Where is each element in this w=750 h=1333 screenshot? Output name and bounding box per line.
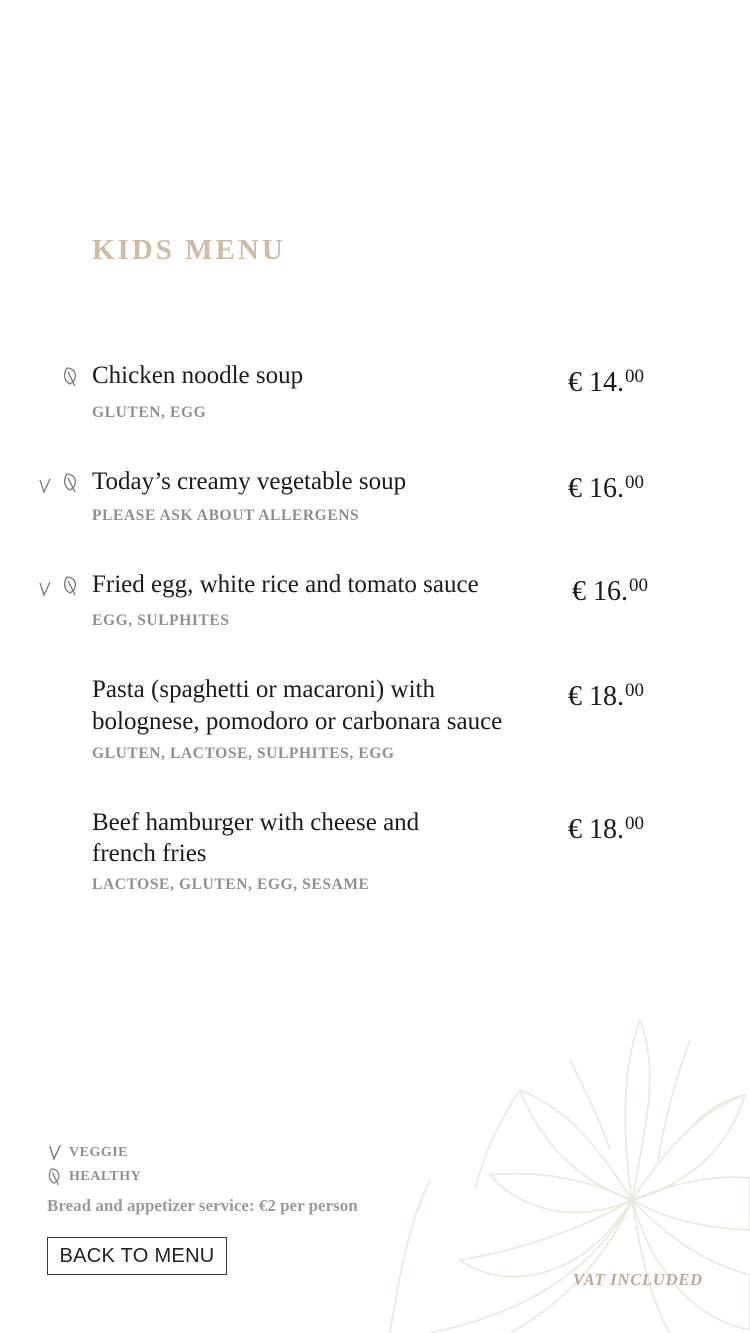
item-name: Fried egg, white rice and tomato sauce bbox=[92, 571, 479, 598]
price-cents: 00 bbox=[625, 813, 644, 834]
menu-title: KIDS MENU bbox=[92, 234, 286, 266]
price-main: € 16. bbox=[572, 576, 628, 607]
leaf-icon bbox=[47, 1167, 63, 1187]
item-allergens: GLUTEN, EGG bbox=[92, 404, 207, 421]
item-name bbox=[92, 807, 419, 869]
price-main: € 18. bbox=[568, 681, 624, 712]
legend-healthy bbox=[47, 1167, 141, 1187]
leaf-icon bbox=[62, 575, 80, 597]
item-allergens: GLUTEN, LACTOSE, SULPHITES, EGG bbox=[92, 745, 395, 762]
item-price bbox=[568, 361, 644, 399]
item-name-line1: Beef hamburger with cheese and bbox=[92, 809, 420, 836]
price-cents: 00 bbox=[625, 680, 644, 701]
veggie-v-icon bbox=[38, 478, 52, 494]
leaf-icon bbox=[62, 472, 80, 494]
item-allergens: PLEASE ASK ABOUT ALLERGENS bbox=[92, 507, 360, 524]
item-name-line1: Pasta (spaghetti or macaroni) with bbox=[92, 676, 435, 703]
item-name-line2: bolognese, pomodoro or carbonara sauce bbox=[92, 708, 503, 735]
vat-note: VAT INCLUDED bbox=[573, 1270, 703, 1289]
veggie-v-icon bbox=[38, 581, 52, 597]
legend-veggie-label: VEGGIE bbox=[69, 1144, 129, 1160]
item-allergens: LACTOSE, GLUTEN, EGG, SESAME bbox=[92, 876, 370, 893]
item-price bbox=[568, 467, 644, 505]
legend-healthy-label: HEALTHY bbox=[69, 1169, 142, 1184]
item-price bbox=[568, 675, 644, 713]
back-to-menu-button[interactable]: BACK TO MENU bbox=[47, 1237, 227, 1275]
price-main: € 14. bbox=[568, 367, 624, 398]
price-cents: 00 bbox=[625, 366, 644, 387]
bread-service-note: Bread and appetizer service: €2 per person bbox=[47, 1196, 358, 1215]
price-main: € 18. bbox=[568, 814, 624, 845]
item-price bbox=[568, 808, 644, 846]
item-name bbox=[92, 674, 502, 738]
item-name: Chicken noodle soup bbox=[92, 362, 304, 389]
item-name-line2: french fries bbox=[92, 840, 207, 867]
item-price bbox=[572, 570, 648, 608]
item-allergens: EGG, SULPHITES bbox=[92, 612, 230, 629]
item-name: Today’s creamy vegetable soup bbox=[92, 468, 407, 495]
leaf-icon bbox=[62, 366, 80, 388]
legend-veggie bbox=[47, 1144, 128, 1161]
price-cents: 00 bbox=[629, 575, 648, 596]
price-main: € 16. bbox=[568, 473, 624, 504]
veggie-v-icon bbox=[47, 1144, 63, 1161]
price-cents: 00 bbox=[625, 472, 644, 493]
